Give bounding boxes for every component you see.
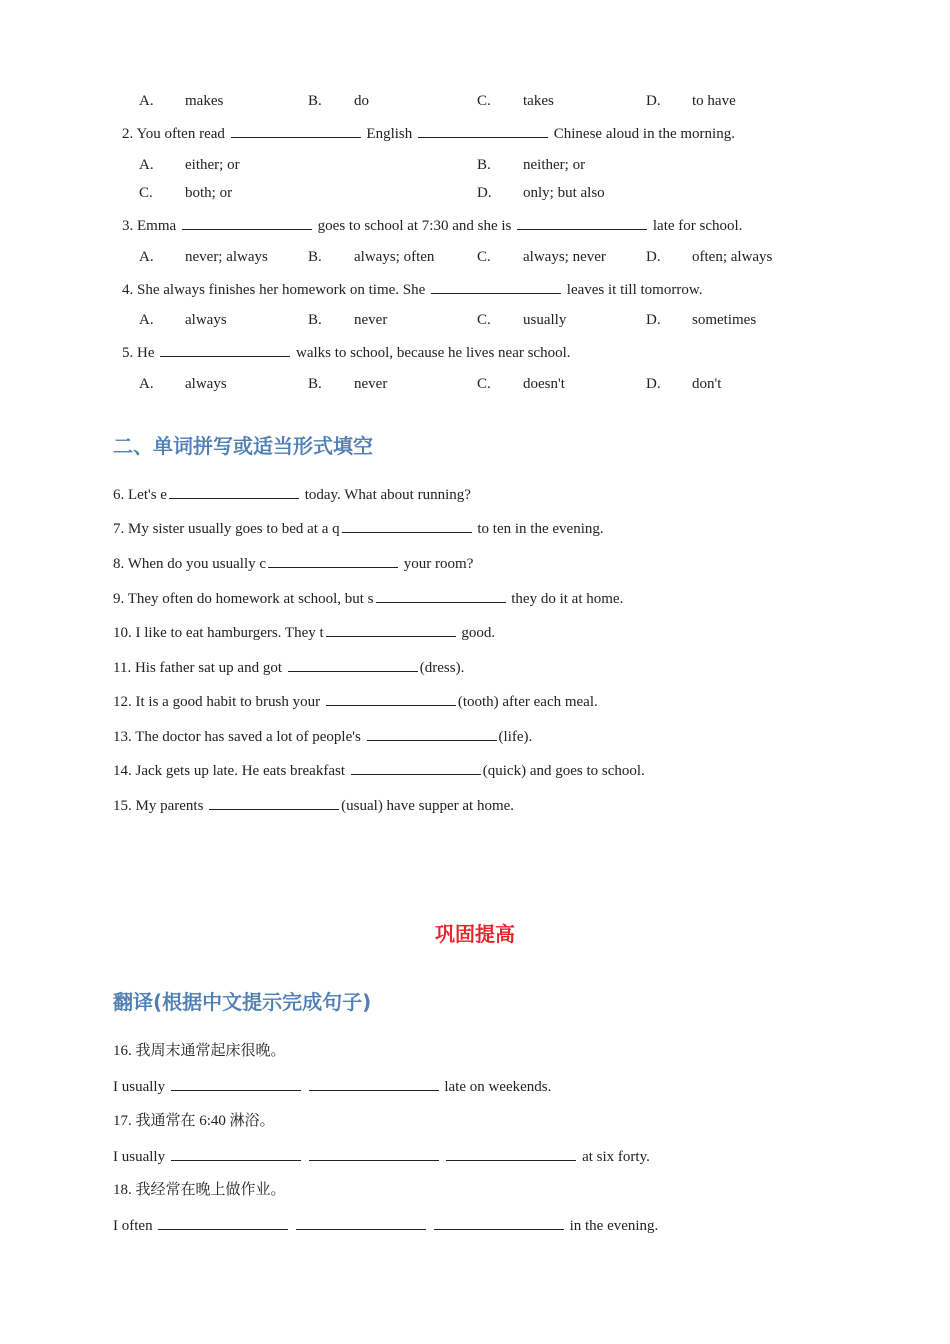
- question-text: 8. When do you usually c: [113, 556, 267, 572]
- question-text: English: [366, 126, 413, 142]
- option-letter: A.: [139, 93, 154, 109]
- question-text: 14. Jack gets up late. He eats breakfast: [113, 763, 345, 779]
- question-text: at six forty.: [582, 1149, 650, 1165]
- question-text: Chinese aloud in the morning.: [553, 126, 735, 142]
- option-letter: B.: [308, 249, 322, 265]
- option-text: doesn't: [523, 376, 565, 392]
- answer-blank[interactable]: [376, 588, 506, 603]
- question-text: (quick) and goes to school.: [482, 763, 645, 779]
- question-text: 5. He: [122, 345, 155, 361]
- question-text: (usual) have supper at home.: [341, 798, 515, 814]
- answer-blank[interactable]: [231, 123, 361, 138]
- option-letter: C.: [139, 185, 153, 201]
- answer-blank[interactable]: [326, 691, 456, 706]
- question-5: [122, 342, 571, 363]
- answer-blank[interactable]: [182, 215, 312, 230]
- answer-blank[interactable]: [171, 1146, 301, 1161]
- section-heading: 翻译(根据中文提示完成句子): [113, 990, 372, 1014]
- option-letter: B.: [308, 312, 322, 328]
- option-letter: D.: [477, 185, 492, 201]
- option-letter: C.: [477, 93, 491, 109]
- option-text: makes: [185, 93, 224, 109]
- question-18-prompt: 18. 我经常在晚上做作业。: [113, 1182, 286, 1198]
- question-text: to ten in the evening.: [477, 521, 604, 537]
- answer-blank[interactable]: [351, 760, 481, 775]
- option-text: often; always: [692, 249, 773, 265]
- option-letter: D.: [646, 312, 661, 328]
- answer-blank[interactable]: [326, 622, 456, 637]
- question-2: [122, 123, 735, 144]
- question-text: today. What about running?: [304, 487, 471, 503]
- answer-blank[interactable]: [158, 1215, 288, 1230]
- option-text: takes: [523, 93, 554, 109]
- question-text: in the evening.: [569, 1218, 659, 1234]
- answer-blank[interactable]: [288, 657, 418, 672]
- option-letter: B.: [308, 93, 322, 109]
- option-letter: D.: [646, 376, 661, 392]
- question-text: walks to school, because he lives near school.: [296, 345, 571, 361]
- answer-blank[interactable]: [296, 1215, 426, 1230]
- question-text: I usually: [113, 1079, 166, 1095]
- answer-blank[interactable]: [309, 1146, 439, 1161]
- option-text: never: [354, 376, 388, 392]
- question-text: they do it at home.: [511, 591, 624, 607]
- question-8: [113, 553, 473, 574]
- option-letter: B.: [308, 376, 322, 392]
- option-letter: C.: [477, 376, 491, 392]
- option-letter: A.: [139, 249, 154, 265]
- section-heading: 二、单词拼写或适当形式填空: [113, 434, 373, 458]
- option-text: do: [354, 93, 369, 109]
- option-letter: D.: [646, 93, 661, 109]
- option-text: always: [185, 312, 227, 328]
- option-text: neither; or: [523, 157, 586, 173]
- answer-blank[interactable]: [309, 1076, 439, 1091]
- question-18-answer: [113, 1215, 658, 1236]
- answer-blank[interactable]: [431, 279, 561, 294]
- option-text: always; never: [523, 249, 606, 265]
- question-text: (life).: [498, 729, 533, 745]
- question-text: goes to school at 7:30 and she is: [317, 218, 512, 234]
- answer-blank[interactable]: [268, 553, 398, 568]
- option-letter: A.: [139, 312, 154, 328]
- question-text: (dress).: [419, 660, 465, 676]
- option-text: sometimes: [692, 312, 757, 328]
- question-text: late on weekends.: [444, 1079, 552, 1095]
- question-text: I usually: [113, 1149, 166, 1165]
- option-text: don't: [692, 376, 722, 392]
- answer-blank[interactable]: [367, 726, 497, 741]
- option-letter: C.: [477, 249, 491, 265]
- question-17-answer: [113, 1146, 650, 1167]
- question-text: late for school.: [652, 218, 743, 234]
- question-text: your room?: [403, 556, 474, 572]
- question-10: [113, 622, 495, 643]
- question-text: 4. She always finishes her homework on time. She: [122, 282, 426, 298]
- question-text: 13. The doctor has saved a lot of people's: [113, 729, 361, 745]
- section-title: 巩固提高: [435, 922, 515, 946]
- option-letter: A.: [139, 376, 154, 392]
- option-text: never; always: [185, 249, 268, 265]
- option-letter: B.: [477, 157, 491, 173]
- question-16-answer: [113, 1076, 551, 1097]
- question-16-prompt: 16. 我周末通常起床很晚。: [113, 1043, 286, 1059]
- question-text: 6. Let's e: [113, 487, 167, 503]
- answer-blank[interactable]: [342, 518, 472, 533]
- answer-blank[interactable]: [169, 484, 299, 499]
- option-letter: D.: [646, 249, 661, 265]
- question-text: 10. I like to eat hamburgers. They t: [113, 625, 324, 641]
- question-text: 12. It is a good habit to brush your: [113, 694, 321, 710]
- question-text: I often: [113, 1218, 153, 1234]
- question-13: [113, 726, 532, 747]
- option-text: usually: [523, 312, 567, 328]
- option-letter: A.: [139, 157, 154, 173]
- question-3: [122, 215, 742, 236]
- option-text: both; or: [185, 185, 233, 201]
- answer-blank[interactable]: [434, 1215, 564, 1230]
- question-text: 2. You often read: [122, 126, 225, 142]
- answer-blank[interactable]: [209, 795, 339, 810]
- question-4: [122, 279, 702, 300]
- question-15: [113, 795, 514, 816]
- answer-blank[interactable]: [171, 1076, 301, 1091]
- question-9: [113, 588, 623, 609]
- option-text: to have: [692, 93, 736, 109]
- option-letter: C.: [477, 312, 491, 328]
- question-text: 15. My parents: [113, 798, 204, 814]
- question-11: [113, 657, 464, 678]
- option-text: either; or: [185, 157, 240, 173]
- question-text: 3. Emma: [122, 218, 177, 234]
- question-text: 11. His father sat up and got: [113, 660, 282, 676]
- question-6: [113, 484, 471, 505]
- question-14: [113, 760, 645, 781]
- option-text: always: [185, 376, 227, 392]
- question-text: good.: [461, 625, 496, 641]
- answer-blank[interactable]: [446, 1146, 576, 1161]
- question-text: leaves it till tomorrow.: [566, 282, 703, 298]
- answer-blank[interactable]: [517, 215, 647, 230]
- question-12: [113, 691, 598, 712]
- question-17-prompt: 17. 我通常在 6:40 淋浴。: [113, 1113, 275, 1129]
- question-text: (tooth) after each meal.: [457, 694, 598, 710]
- answer-blank[interactable]: [160, 342, 290, 357]
- option-text: only; but also: [523, 185, 605, 201]
- question-text: 7. My sister usually goes to bed at a q: [113, 521, 340, 537]
- option-text: never: [354, 312, 388, 328]
- question-7: [113, 518, 604, 539]
- answer-blank[interactable]: [418, 123, 548, 138]
- option-text: always; often: [354, 249, 435, 265]
- question-text: 9. They often do homework at school, but s: [113, 591, 374, 607]
